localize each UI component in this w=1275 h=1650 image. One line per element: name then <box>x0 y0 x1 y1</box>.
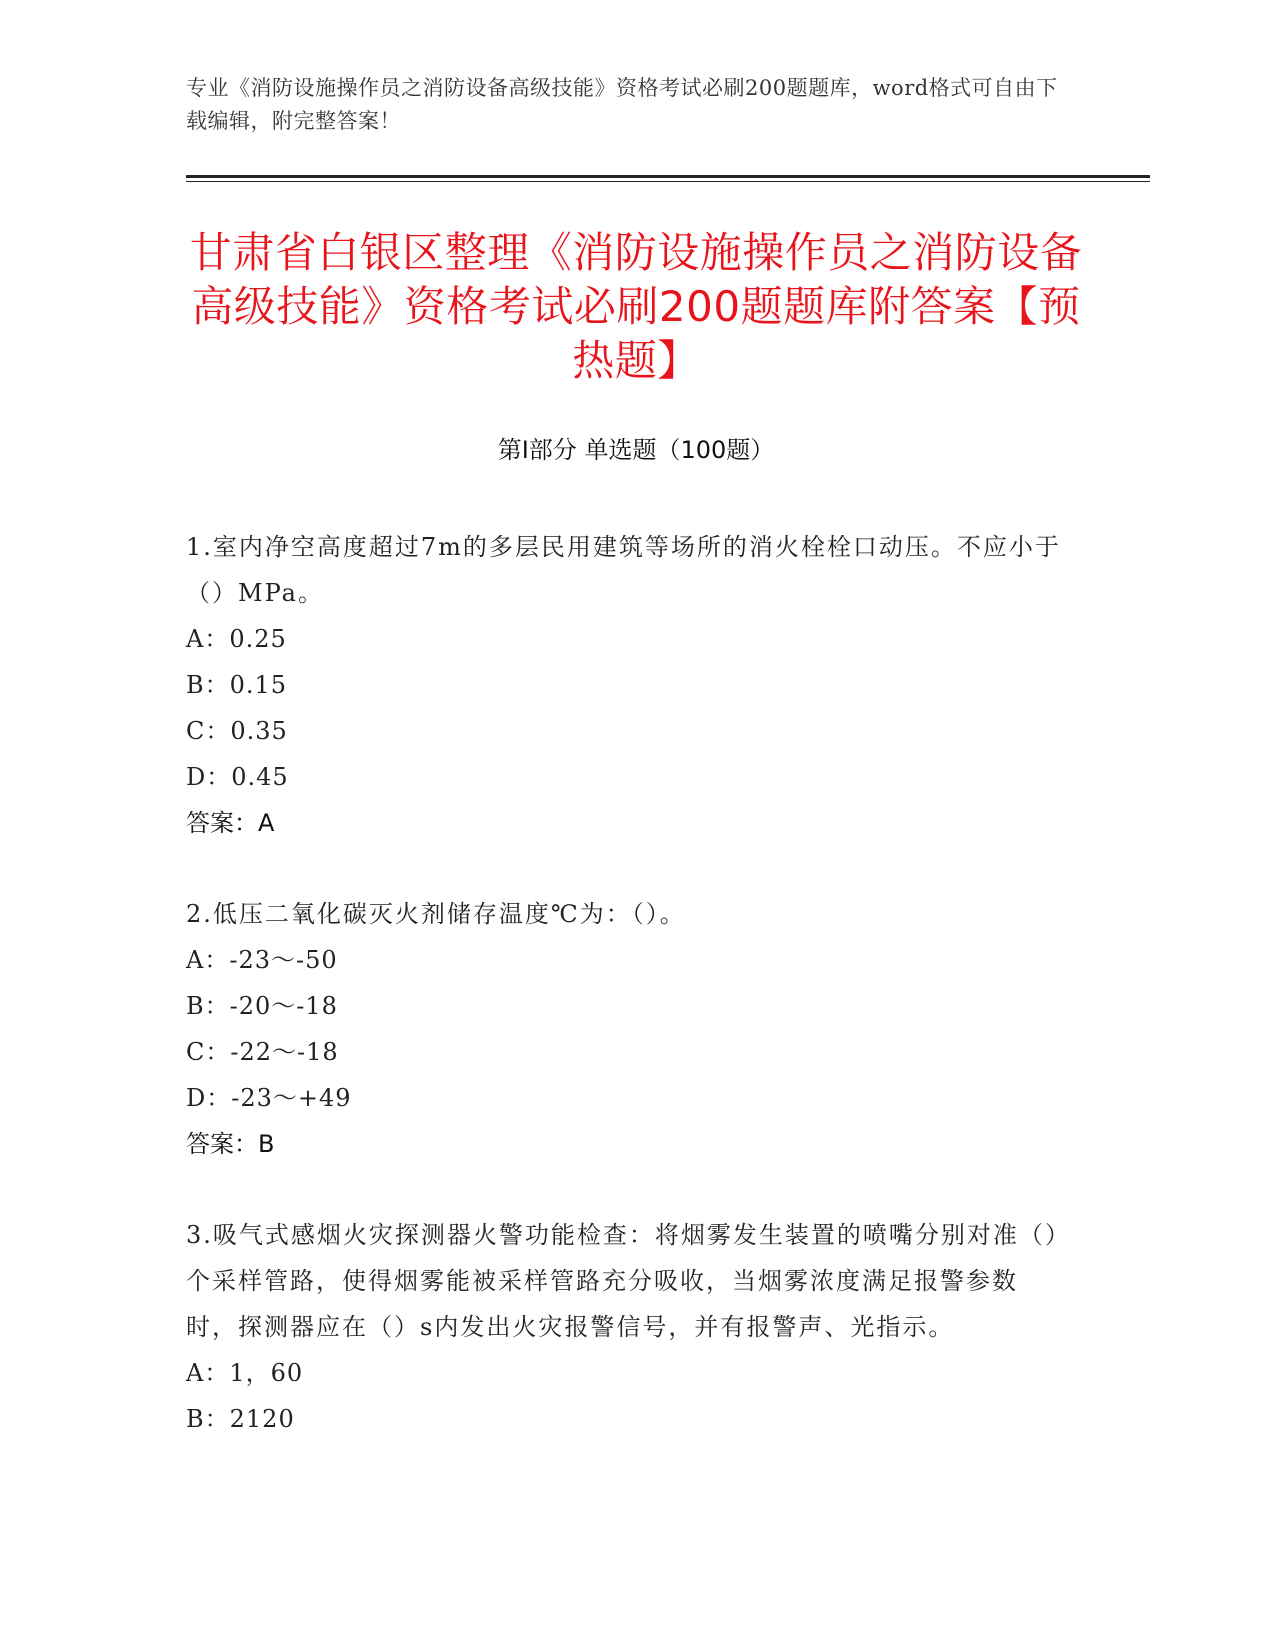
question-option: B：0.15 <box>186 671 288 699</box>
question-option: A：-23～-50 <box>186 946 338 974</box>
question-option: A：0.25 <box>186 625 287 653</box>
question-option: B：-20～-18 <box>186 992 338 1020</box>
header-note: 专业《消防设施操作员之消防设备高级技能》资格考试必刷200题题库，word格式可自由下载编辑，附完整答案！ <box>186 76 1058 133</box>
question-item <box>186 1212 1066 1442</box>
question-option: B：2120 <box>186 1405 295 1433</box>
question-option: A：1，60 <box>186 1359 304 1387</box>
header-divider-thin <box>186 181 1150 182</box>
question-stem: 3.吸气式感烟火灾探测器火警功能检查：将烟雾发生装置的喷嘴分别对准（）个采样管路，使得烟雾能被采样管路充分吸收，当烟雾浓度满足报警参数时，探测器应在（）s内发出火灾报警信号，并有报警声、光指示。 <box>186 1221 1059 1341</box>
question-answer: 答案：B <box>186 1130 275 1158</box>
question-option: C：-22～-18 <box>186 1038 339 1066</box>
question-list <box>186 524 1066 1487</box>
question-item <box>186 524 1066 846</box>
question-option: C：0.35 <box>186 717 288 745</box>
question-answer: 答案：A <box>186 809 275 837</box>
question-option: D：0.45 <box>186 763 289 791</box>
question-stem: 2.低压二氧化碳灭火剂储存温度℃为：（）。 <box>186 900 686 928</box>
document-title: 甘肃省白银区整理《消防设施操作员之消防设备高级技能》资格考试必刷200题题库附答案【预热题】 <box>189 228 1083 385</box>
question-option: D：-23～+49 <box>186 1084 352 1112</box>
header-divider-thick <box>186 175 1150 178</box>
question-item <box>186 891 1066 1167</box>
question-stem: 1.室内净空高度超过7m的多层民用建筑等场所的消火栓栓口动压。不应小于（）MPa。 <box>186 533 1061 607</box>
section-heading: 第I部分 单选题（100题） <box>497 436 775 464</box>
